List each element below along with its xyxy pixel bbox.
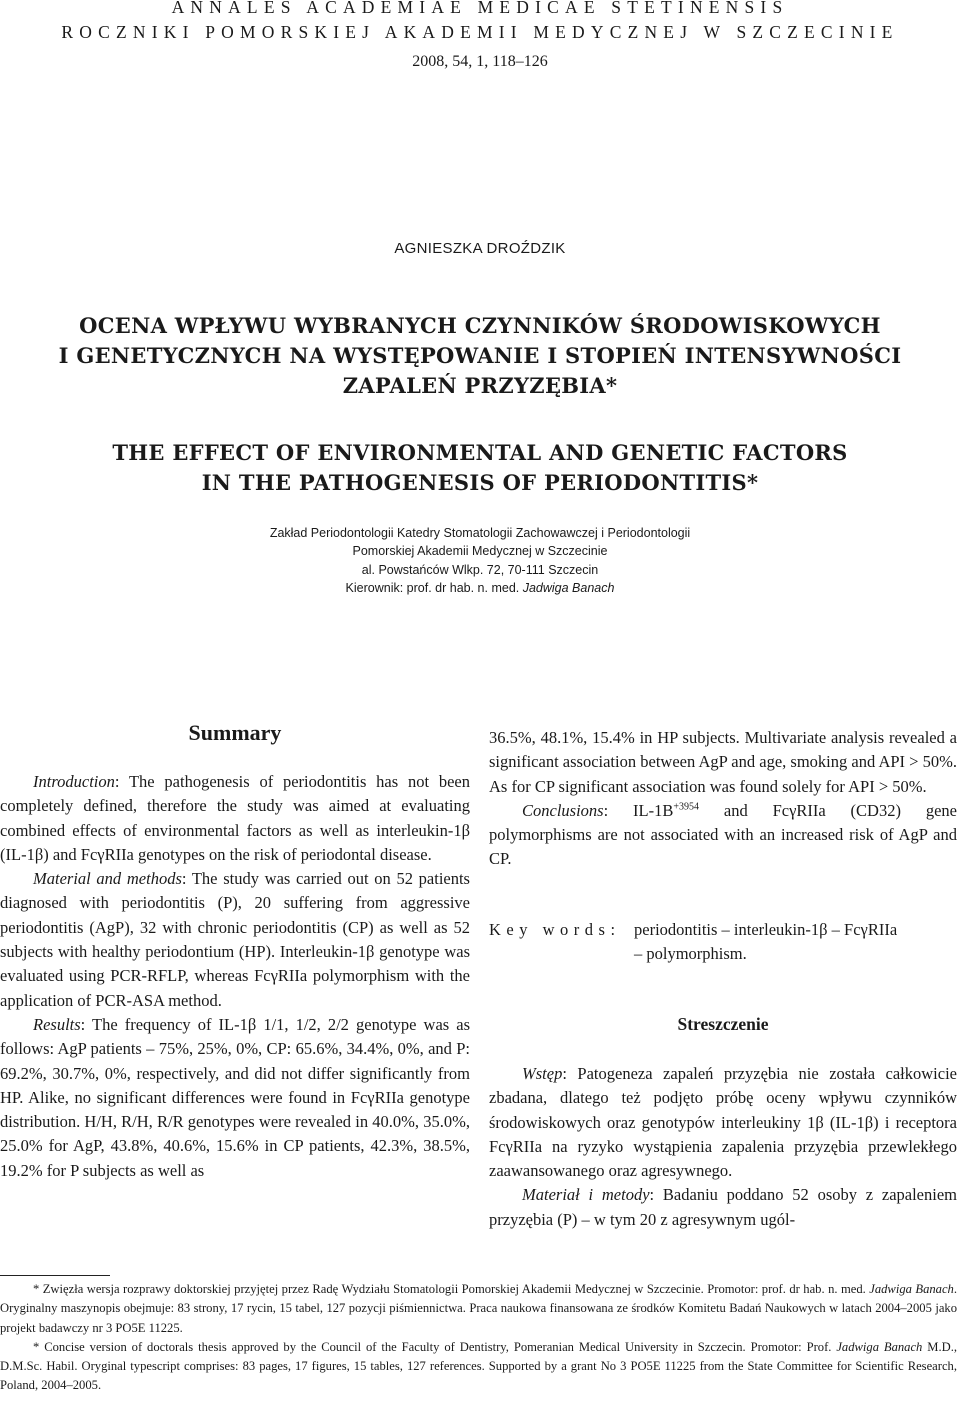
keywords-list: [634, 918, 957, 967]
introduction-text: : The pathogenesis of periodontitis has not been completely defined, therefore the study was aimed at evaluating combined effects of environmental factors as well as interleukin-1β (IL-1β) and FcγRIIa genotypes on the risk of periodontal disease.: [0, 772, 470, 864]
journal-name-polish: ROCZNIKI POMORSKIEJ AKADEMII MEDYCZNEJ W SZCZECINIE: [61, 22, 899, 42]
conclusions-text-b: and FcγRIIa (CD32) gene polymorphisms are not associated with an increased risk of AgP and CP.: [489, 800, 957, 869]
conclusions-label: Conclusions: [522, 800, 604, 820]
title-polish: [0, 311, 960, 401]
summary-column-right: [489, 726, 957, 872]
affiliation-university: Pomorskiej Akademii Medycznej w Szczecinie: [352, 544, 608, 559]
summary-results: [0, 1013, 470, 1183]
footnote-divider: [0, 1275, 110, 1276]
footnotes: [0, 1280, 957, 1396]
journal-name-latin: ANNALES ACADEMIAE MEDICAE STETINENSIS: [171, 0, 789, 17]
results-label: Results: [33, 1014, 81, 1034]
streszczenie-heading: Streszczenie: [677, 1014, 769, 1034]
streszczenie-material: [489, 1183, 957, 1232]
summary-heading: Summary: [188, 720, 282, 745]
footnote-polish-b: . Oryginalny maszynopis obejmuje: 83 strony, 17 rycin, 15 tabel, 127 pozycji piśmiennictwa. Praca naukowa finansowana ze środków Komitetu Badań Naukowych w latach 2004–2005 jako projekt badawczy nr 3 PO5E 11225.: [0, 1282, 957, 1335]
summary-introduction: [0, 770, 470, 867]
summary-results-continued: 36.5%, 48.1%, 15.4% in HP subjects. Multivariate analysis revealed a significant association between AgP and age, smoking and API > 50%. As for CP significant association was found solely for API > 50%.: [489, 728, 957, 796]
wstep-label: Wstęp: [522, 1064, 563, 1083]
results-text: : The frequency of IL-1β 1/1, 1/2, 2/2 genotype was as follows: AgP patients – 75%, 25%, 0%, CP: 65.6%, 34.4%, 0%, and P: 69.2%, 30.7%, 0%, respectively, and did not differ significantly from HP. Alike, no significant differences were found in FcγRIIa genotype distribution. H/H, R/H, R/R genotypes were revealed in 40.0%, 35.0%, 25.0% for AgP, 43.8%, 40.6%, 15.6% in CP patients, 42.3%, 38.5%, 19.2% for P subjects as well as: [0, 1014, 470, 1180]
author-name: AGNIESZKA DROŹDZIK: [394, 240, 566, 257]
introduction-label: Introduction: [33, 772, 115, 791]
affiliation-address: al. Powstańców Wlkp. 72, 70-111 Szczecin: [361, 562, 599, 577]
affiliation: [0, 524, 960, 597]
affiliation-department: Zakład Periodontologii Katedry Stomatologii Zachowawczej i Periodontologii: [269, 526, 691, 540]
title-english-line-2: IN THE PATHOGENESIS OF PERIODONTITIS*: [201, 470, 759, 495]
issue-citation: 2008, 54, 1, 118–126: [412, 53, 548, 70]
conclusions-text-a: : IL-1B: [603, 800, 674, 820]
title-polish-line-1: OCENA WPŁYWU WYBRANYCH CZYNNIKÓW ŚRODOWISKOWYCH: [79, 313, 881, 338]
title-polish-line-2: I GENETYCZNYCH NA WYSTĘPOWANIE I STOPIEŃ INTENSYWNOŚCI: [58, 343, 902, 368]
footnote-polish-name: Jadwiga Banach: [869, 1282, 954, 1296]
summary-column-left: [0, 770, 470, 1183]
material-text: : Badaniu poddano 52 osoby z zapaleniem przyzębia (P) – w tym 20 z agresywnym ugól-: [489, 1185, 957, 1229]
footnote-english: [0, 1338, 957, 1396]
summary-methods: [0, 867, 470, 1013]
summary-conclusions: [489, 799, 957, 872]
keywords-line-2: – polymorphism.: [634, 944, 747, 964]
streszczenie-wstep: [489, 1062, 957, 1183]
conclusions-superscript: +3954: [673, 801, 700, 813]
wstep-text: : Patogeneza zapaleń przyzębia nie została całkowicie zbadana, dlatego też podjęto próbę oceny wpływu czynników środowiskowych oraz genotypów interleukiny 1β (IL-1β) i receptora FcγRIIa na ryzyko wystąpienia zapalenia przyzębia przewlekłego zaawansowanego oraz agresywnego.: [489, 1064, 957, 1181]
title-english: [0, 438, 960, 498]
title-english-line-1: THE EFFECT OF ENVIRONMENTAL AND GENETIC FACTORS: [112, 440, 848, 465]
affiliation-head-name: Jadwiga Banach: [522, 580, 615, 595]
footnote-polish-a: * Zwięzła wersja rozprawy doktorskiej przyjętej przez Radę Wydziału Stomatologii Pomorskiej Akademii Medycznej w Szczecinie. Promotor: prof. dr hab. n. med.: [33, 1282, 870, 1296]
footnote-polish: [0, 1280, 957, 1338]
streszczenie-column: [489, 1062, 957, 1232]
affiliation-head-prefix: Kierownik: prof. dr hab. n. med.: [345, 580, 523, 595]
footnote-english-b: M.D., D.M.Sc. Habil. Oryginal typescript comprises: 83 pages, 17 figures, 15 tables, 127 references. Supported by a grant No 3 PO5E 11225 from the State Committee for Scientific Research, Poland, 2004–2005.: [0, 1339, 957, 1393]
methods-text: : The study was carried out on 52 patients diagnosed with periodontitis (P), 20 suffering from aggressive periodontitis (AgP), 32 with chronic periodontitis (CP) as well as 52 subjects with healthy periodontium (HP). Interleukin-1β genotype was evaluated using PCR-RFLP, whereas FcγRIIa polymorphism with the application of PCR-ASA method.: [0, 869, 470, 1010]
methods-label: Material and methods: [33, 869, 182, 889]
footnote-english-a: * Concise version of doctorals thesis approved by the Council of the Faculty of Dentistry, Pomeranian Medical University in Szczecin. Promotor: Prof.: [33, 1339, 837, 1354]
keywords-line-1: periodontitis – interleukin-1β – FcγRIIa: [634, 920, 898, 939]
affiliation-head: [0, 579, 960, 597]
keywords-label: Key words:: [489, 920, 621, 939]
material-label: Materiał i metody: [522, 1185, 650, 1205]
footnote-english-name: Jadwiga Banach: [836, 1339, 923, 1354]
title-polish-line-3: ZAPALEŃ PRZYZĘBIA*: [342, 373, 618, 398]
